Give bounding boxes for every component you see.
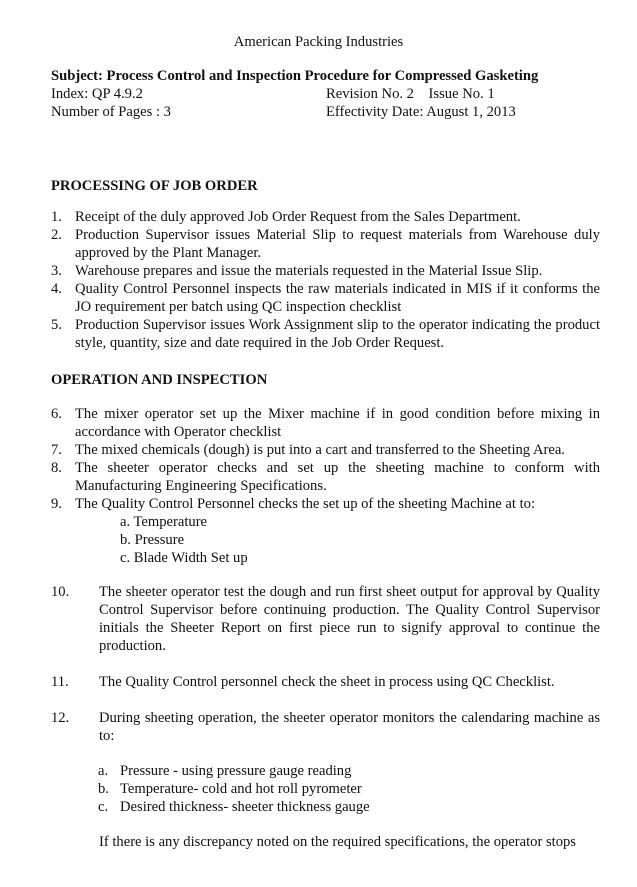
list-item (51, 583, 600, 655)
item-number: 6. (51, 406, 62, 422)
list-item (51, 673, 600, 691)
list-item (51, 405, 600, 441)
revision-line: Revision No. 2 Issue No. 1 (326, 86, 495, 102)
sub-item-text: Pressure - using pressure gauge reading (120, 763, 352, 779)
item-text: Production Supervisor issues Material Slip to request materials from Warehouse duly approved by the Plant Manager. (75, 227, 600, 261)
effectivity-line: Effectivity Date: August 1, 2013 (326, 104, 516, 120)
item-number: 11. (51, 674, 69, 690)
item-text: The Quality Control personnel check the sheet in process using QC Checklist. (99, 674, 555, 690)
sub-item: b. Pressure (120, 532, 185, 548)
sub-item: c. Blade Width Set up (120, 550, 248, 566)
item-text: The mixer operator set up the Mixer machine if in good condition before mixing in accordance with Operator checklist (75, 406, 600, 440)
section-heading-operation: OPERATION AND INSPECTION (51, 372, 268, 388)
item-text: Warehouse prepares and issue the materials requested in the Material Issue Slip. (75, 263, 543, 279)
list-item (51, 208, 600, 226)
company-name: American Packing Industries (233, 34, 404, 50)
subject-line: Subject: Process Control and Inspection Procedure for Compressed Gasketing (51, 68, 539, 84)
item-number: 4. (51, 281, 62, 297)
sub-item-letter: a. (98, 763, 109, 779)
sub-item: a. Temperature (120, 514, 208, 530)
section-heading-processing: PROCESSING OF JOB ORDER (51, 178, 258, 194)
list-item (51, 709, 600, 745)
list-item (51, 441, 600, 459)
item-text: The mixed chemicals (dough) is put into a cart and transferred to the Sheeting Area. (75, 442, 565, 458)
item-number: 7. (51, 442, 62, 458)
item-text: Production Supervisor issues Work Assignment slip to the operator indicating the product style, quantity, size and date required in the Job Order Request. (75, 317, 600, 351)
pages-line: Number of Pages : 3 (51, 104, 171, 120)
item-text: During sheeting operation, the sheeter operator monitors the calendaring machine as to: (99, 710, 600, 744)
sub-item (98, 798, 370, 816)
item-number: 2. (51, 227, 62, 243)
item-text: The sheeter operator test the dough and run first sheet output for approval by Quality Control Supervisor before continuing production. The Quality Control Supervisor initials the Sheeter Report on first piece run to signify approval to continue the production. (99, 584, 600, 654)
item-number: 10. (51, 584, 70, 600)
list-item (51, 226, 600, 262)
item-number: 1. (51, 209, 62, 225)
sub-item (98, 762, 351, 780)
index-line: Index: QP 4.9.2 (51, 86, 143, 102)
item-text: Receipt of the duly approved Job Order Request from the Sales Department. (75, 209, 521, 225)
sub-item-letter: b. (98, 781, 109, 797)
item-number: 5. (51, 317, 62, 333)
list-item (51, 280, 600, 316)
item-text: The sheeter operator checks and set up the sheeting machine to conform with Manufacturing Engineering Specifications. (75, 460, 600, 494)
sub-item-text: Temperature- cold and hot roll pyrometer (120, 781, 362, 797)
item-number: 3. (51, 263, 62, 279)
list-item (51, 459, 600, 495)
item-number: 8. (51, 460, 62, 476)
sub-item-text: Desired thickness- sheeter thickness gauge (120, 799, 370, 815)
sub-item (98, 780, 362, 798)
item-number: 9. (51, 496, 62, 512)
item-text: Quality Control Personnel inspects the raw materials indicated in MIS if it conforms the JO requirement per batch using QC inspection checklist (75, 281, 600, 315)
list-item (51, 495, 600, 513)
closing-paragraph: If there is any discrepancy noted on the required specifications, the operator stops (99, 834, 576, 850)
list-item (51, 262, 600, 280)
item-number: 12. (51, 710, 70, 726)
sub-item-letter: c. (98, 799, 109, 815)
item-text: The Quality Control Personnel checks the set up of the sheeting Machine at to: (75, 496, 535, 512)
list-item (51, 316, 600, 352)
